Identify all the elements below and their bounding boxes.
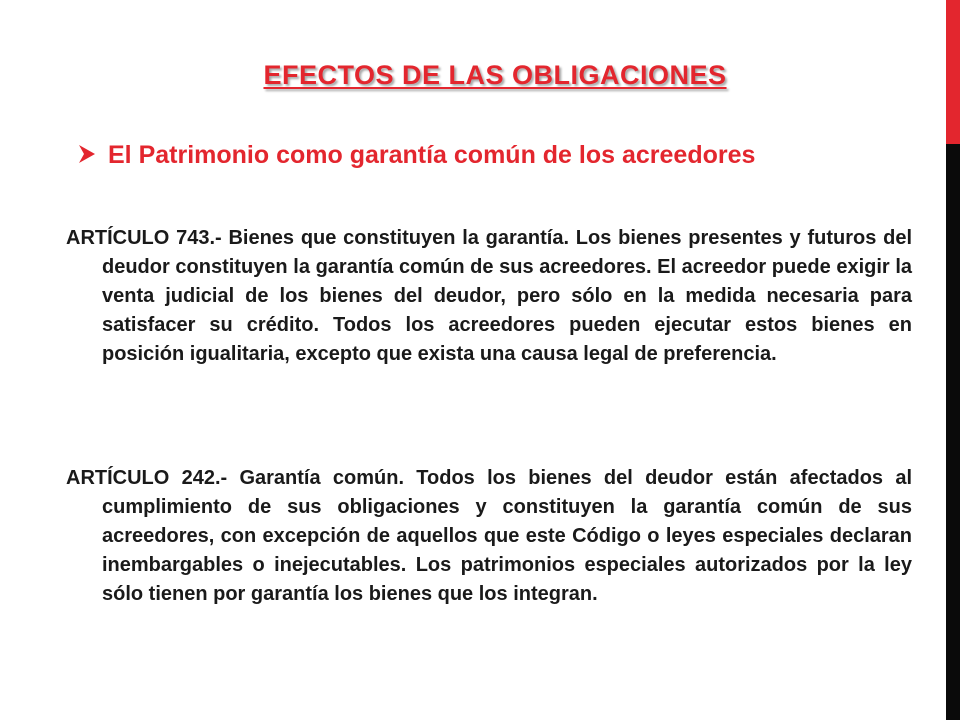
side-accent-bar-black: [946, 144, 960, 720]
slide-title: EFECTOS DE LAS OBLIGACIONES: [263, 60, 727, 90]
bullet-text: El Patrimonio como garantía común de los acreedores: [108, 141, 756, 169]
bullet-point: [76, 138, 796, 172]
arrow-bullet-icon: [76, 143, 98, 165]
article-242-paragraph: ARTÍCULO 242.- Garantía común. Todos los bienes del deudor están afectados al cumplimiento de sus obligaciones y constituyen la garantía común de sus acreedores, con excepción de aquellos que este Código o leyes especiales declaran inembargables o inejecutables. Los patrimonios especiales autorizados por la ley sólo tienen por garantía los bienes que los integran.: [66, 467, 912, 605]
article-743-paragraph: ARTÍCULO 743.- Bienes que constituyen la garantía. Los bienes presentes y futuros del deudor constituyen la garantía común de sus acreedores. El acreedor puede exigir la venta judicial de los bienes del deudor, pero sólo en la medida necesaria para satisfacer su crédito. Todos los acreedores pueden ejecutar estos bienes en posición igualitaria, excepto que exista una causa legal de preferencia.: [66, 227, 912, 365]
